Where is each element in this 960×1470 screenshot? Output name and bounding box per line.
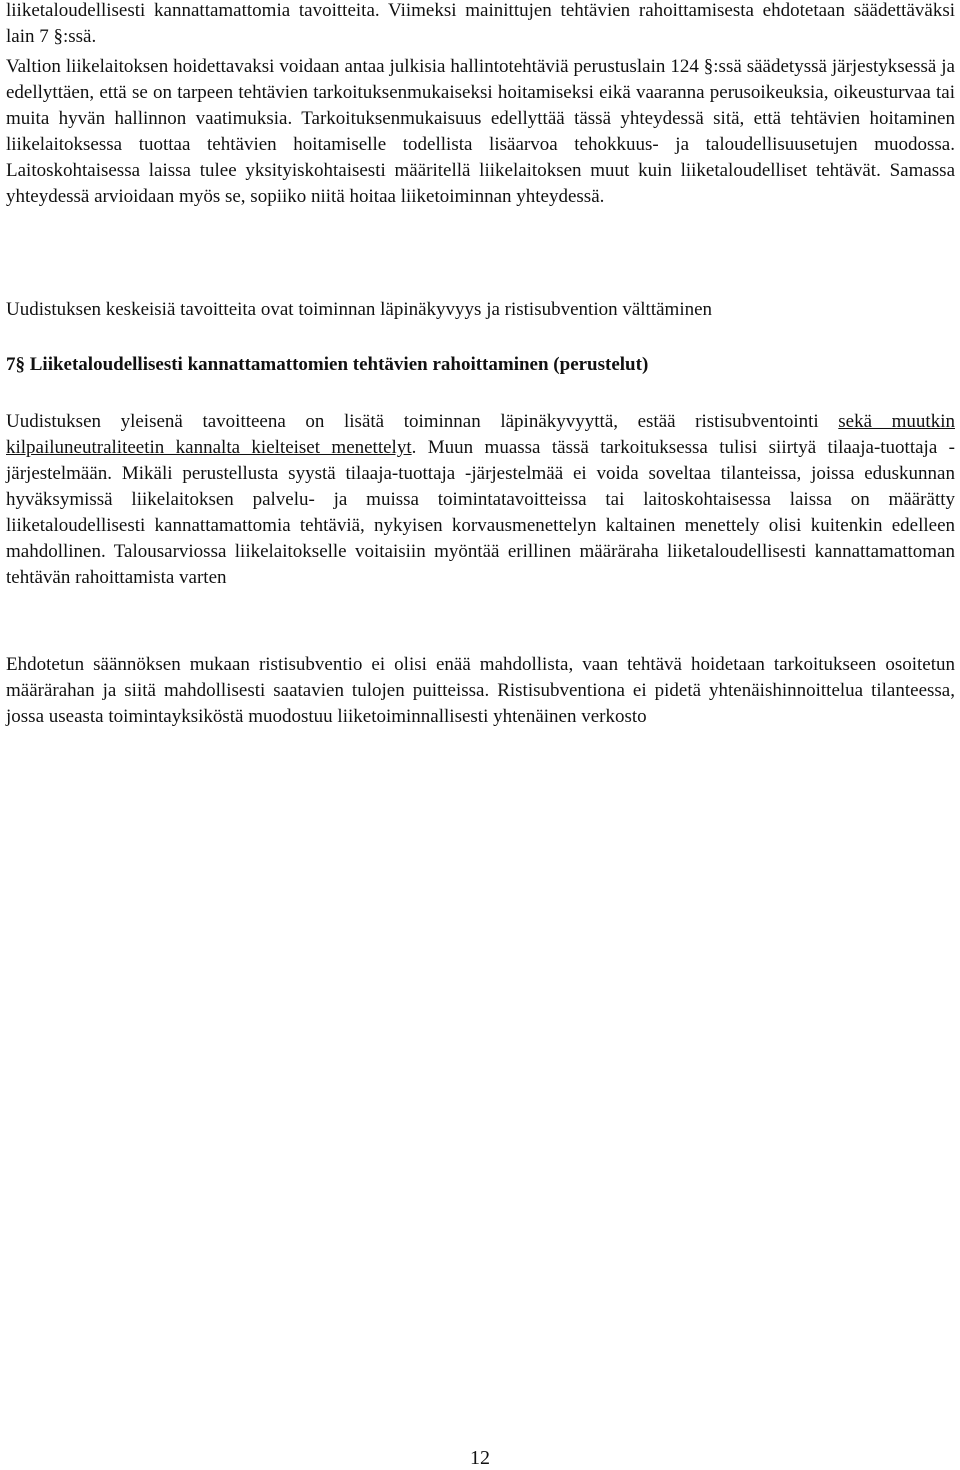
paragraph-4-underlined: sekä muutkin kilpailuneutraliteetin kannalta kielteiset menettelyt	[6, 411, 955, 458]
paragraph-3: Uudistuksen keskeisiä tavoitteita ovat toiminnan läpinäkyvyys ja ristisubvention välttäminen	[6, 299, 713, 320]
paragraph-4	[6, 409, 955, 591]
paragraph-1: liiketaloudellisesti kannattamattomia tavoitteita. Viimeksi mainittujen tehtävien rahoittamisesta ehdotetaan säädettäväksi lain 7 §:ssä.	[6, 0, 955, 47]
paragraph-5: Ehdotetun säännöksen mukaan ristisubventio ei olisi enää mahdollista, vaan tehtävä hoidetaan tarkoitukseen osoitetun määrärahan ja siitä mahdollisesti saatavien tulojen puitteissa. Ristisubventiona ei pidetä yhtenäishinnoittelua tilanteessa, jossa useasta toimintayksiköstä muodostuu liiketoiminnallisesti yhtenäinen verkosto	[6, 654, 955, 727]
page-number: 12	[470, 1447, 490, 1469]
section-heading: 7§ Liiketaloudellisesti kannattamattomien tehtävien rahoittaminen (perustelut)	[6, 354, 649, 375]
paragraph-4-start: Uudistuksen yleisenä tavoitteena on lisätä toiminnan läpinäkyvyyttä, estää ristisubventointi	[6, 411, 839, 432]
paragraph-4-end: . Muun muassa tässä tarkoituksessa tulisi siirtyä tilaaja-tuottaja -järjestelmään. Mikäli perustellusta syystä tilaaja-tuottaja -järjestelmää ei voida soveltaa tilanteissa, joissa eduskunnan hyväksymissä liikelaitoksen palvelu- ja muissa toimintatavoitteissa tai laitoskohtaisessa laissa on määrätty liiketaloudellisesti kannattamattomia tehtäviä, nykyisen korvausmenettelyn kaltainen menettely olisi kuitenkin edelleen mahdollinen. Talousarviossa liikelaitokselle voitaisiin myöntää erillinen määräraha liiketaloudellisesti kannattamattoman tehtävän rahoittamista varten	[6, 437, 955, 588]
paragraph-2: Valtion liikelaitoksen hoidettavaksi voidaan antaa julkisia hallintotehtäviä perustuslain 124 §:ssä säädetyssä järjestyksessä ja edellyttäen, että se on tarpeen tehtävien tarkoituksenmukaiseksi hoitamiseksi eikä vaaranna perusoikeuksia, oikeusturvaa tai muita hyvän hallinnon vaatimuksia. Tarkoituksenmukaisuus edellyttää tässä yhteydessä sitä, että tehtävien hoitaminen liikelaitoksessa tuottaa tehtävien hoitamiselle todellista lisäarvoa tehokkuus- ja taloudellisuusetujen muodossa. Laitoskohtaisessa laissa tulee yksityiskohtaisesti määritellä liikelaitoksen muut kuin liiketaloudelliset tehtävät. Samassa yhteydessä arvioidaan myös se, sopiiko niitä hoitaa liiketoiminnan yhteydessä.	[6, 56, 955, 207]
